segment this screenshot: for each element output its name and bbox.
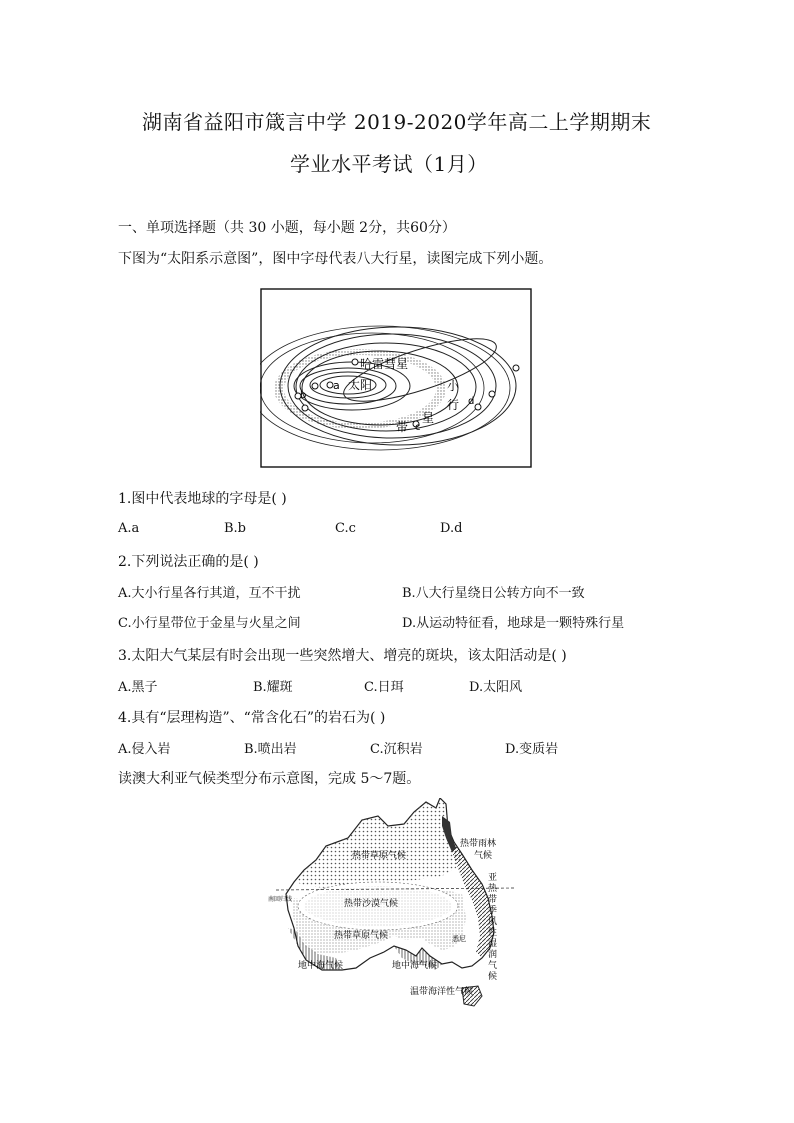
svg-text:润: 润	[488, 950, 498, 960]
q1-option-b: B.b	[224, 521, 247, 536]
svg-text:风: 风	[488, 917, 498, 927]
q1-option-c: C.c	[335, 521, 356, 536]
planet-d-label: d	[468, 396, 475, 407]
q3-option-a: A.黑子	[118, 680, 158, 695]
label-small: 悉尼	[452, 935, 466, 943]
solar-system-figure	[260, 288, 532, 468]
label-savanna-north: 热带草原气候	[352, 851, 407, 861]
q4-option-b: B.喷出岩	[244, 742, 297, 757]
comet-label: 哈雷彗星	[360, 357, 409, 371]
title-line-2: 学业水平考试（1月）	[290, 152, 488, 176]
svg-text:亚: 亚	[488, 873, 498, 883]
svg-text:性: 性	[488, 928, 498, 938]
belt-char-4: 带	[396, 420, 409, 434]
question-4-stem: 4.具有“层理构造”、“常含化石”的岩石为( )	[118, 710, 386, 726]
q4-option-c: C.沉积岩	[370, 742, 423, 757]
label-savanna-south: 热带草原气候	[334, 931, 389, 941]
belt-char-1: 小	[447, 379, 460, 393]
label-tropic-line: 南回归线	[268, 896, 293, 903]
q1-option-a: A.a	[118, 521, 140, 536]
planet-c-label: c	[415, 422, 421, 433]
q2-option-c: C.小行星带位于金星与火星之间	[118, 616, 301, 631]
svg-text:热: 热	[488, 884, 498, 894]
planet-b-label: b	[300, 390, 307, 401]
q3-option-b: B.耀斑	[253, 680, 293, 695]
q2-option-a: A.大小行星各行其道，互不干扰	[118, 586, 301, 601]
q1-option-d: D.d	[440, 521, 463, 536]
svg-text:季: 季	[488, 906, 498, 916]
q2-option-d: D.从运动特征看，地球是一颗特殊行星	[402, 616, 625, 631]
q2-option-b: B.八大行星绕日公转方向不一致	[402, 586, 585, 601]
svg-text:带: 带	[488, 895, 498, 905]
label-rainforest-1: 热带雨林	[460, 839, 497, 849]
svg-text:湿: 湿	[488, 939, 498, 949]
belt-char-3: 星	[422, 411, 435, 425]
q3-option-c: C.日珥	[364, 680, 404, 695]
belt-char-2: 行	[447, 398, 460, 412]
label-mediterranean-west: 地中海气候	[298, 961, 344, 971]
question-1-stem: 1.图中代表地球的字母是( )	[118, 491, 287, 507]
title-line-1: 湖南省益阳市箴言中学 2019-2020学年高二上学期期末	[142, 110, 652, 134]
q4-option-d: D.变质岩	[505, 742, 559, 757]
svg-text:候: 候	[488, 972, 498, 982]
intro-text-1: 下图为“太阳系示意图”，图中字母代表八大行星，读图完成下列小题。	[118, 251, 553, 267]
label-temperate-oceanic: 温带海洋性气候	[410, 987, 474, 997]
label-desert: 热带沙漠气候	[344, 899, 399, 909]
question-2-stem: 2.下列说法正确的是( )	[118, 554, 259, 570]
svg-text:气: 气	[488, 961, 498, 971]
planet-a-label: a	[333, 379, 340, 392]
australia-climate-map	[266, 798, 526, 1012]
question-3-stem: 3.太阳大气某层有时会出现一些突然增大、增亮的斑块，该太阳活动是( )	[118, 648, 567, 664]
q3-option-d: D.太阳风	[469, 680, 523, 695]
intro-text-2: 读澳大利亚气候类型分布示意图，完成 5～7题。	[118, 771, 421, 787]
section-heading: 一、单项选择题（共 30 小题，每小题 2分，共60分）	[118, 220, 456, 236]
label-rainforest-2: 气候	[474, 851, 493, 861]
q4-option-a: A.侵入岩	[118, 742, 171, 757]
label-mediterranean-south: 地中海气候	[392, 961, 438, 971]
sun-label: 太阳	[348, 378, 373, 392]
